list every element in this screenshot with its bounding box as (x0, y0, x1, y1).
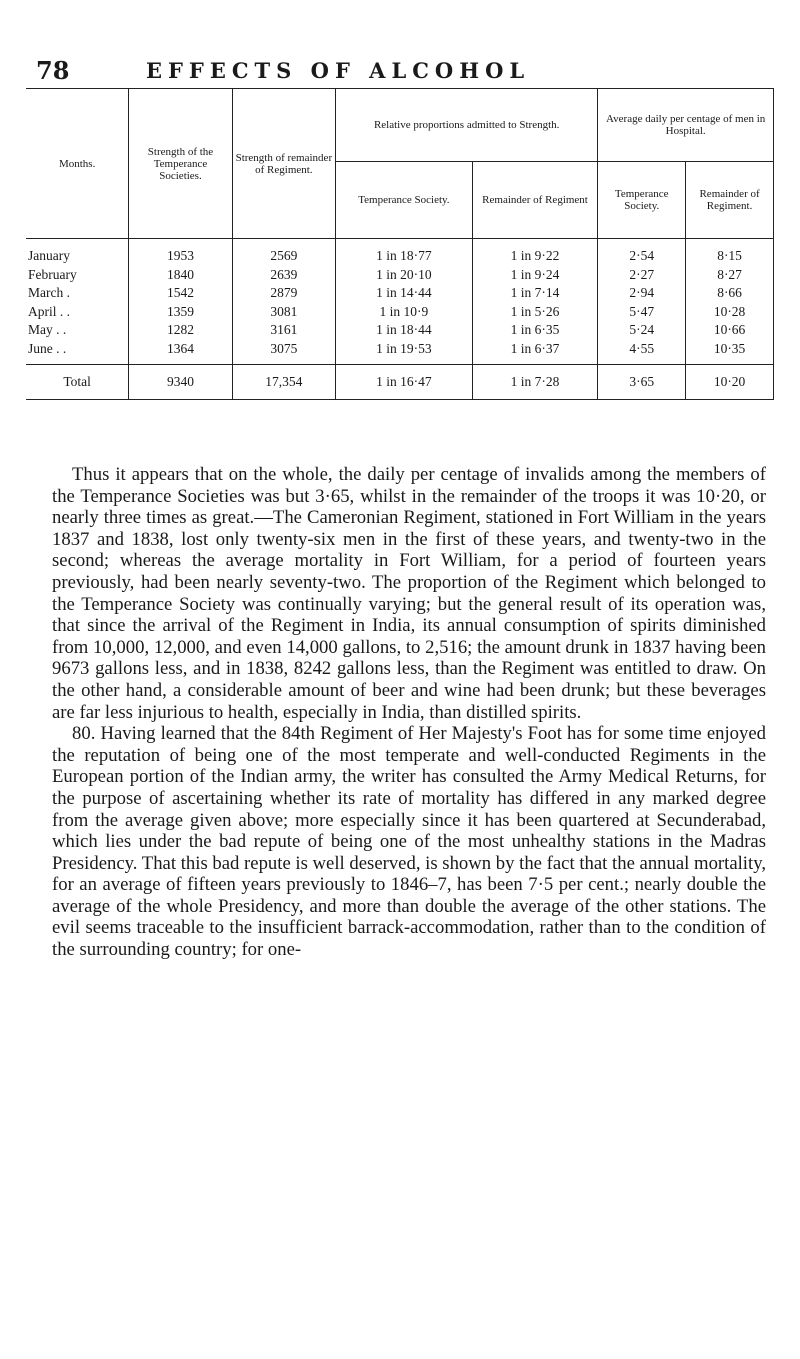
total-rem-prop: 1 in 7·28 (472, 365, 598, 400)
page-number: 78 (36, 56, 70, 85)
rem-avg-cell: 10·28 (686, 303, 774, 322)
temp-strength-cell: 1542 (129, 284, 232, 303)
col-header-remainder-regiment: Remainder of Regiment (472, 162, 598, 239)
month-cell: May . . (26, 321, 129, 340)
temp-prop-cell: 1 in 10·9 (336, 303, 473, 322)
month-cell: April . . (26, 303, 129, 322)
col-header-temperance-society: Temperance Society. (336, 162, 473, 239)
col-header-relative-proportions: Relative proportions admitted to Strength. (336, 89, 598, 162)
temp-avg-cell: 4·55 (598, 340, 686, 365)
rem-strength-cell: 2879 (232, 284, 335, 303)
rem-avg-cell: 10·66 (686, 321, 774, 340)
month-cell: March . (26, 284, 129, 303)
temp-strength-cell: 1953 (129, 239, 232, 266)
col-header-average-daily: Average daily per centage of men in Hospital. (598, 89, 774, 162)
total-row (26, 365, 774, 400)
temp-prop-cell: 1 in 14·44 (336, 284, 473, 303)
temp-prop-cell: 1 in 20·10 (336, 266, 473, 285)
table-row (26, 303, 774, 322)
temp-strength-cell: 1840 (129, 266, 232, 285)
month-cell: June . . (26, 340, 129, 365)
temp-avg-cell: 5·47 (598, 303, 686, 322)
temp-avg-cell: 2·94 (598, 284, 686, 303)
temp-prop-cell: 1 in 18·77 (336, 239, 473, 266)
paragraph-summary: Thus it appears that on the whole, the daily per centage of invalids among the members of the Temperance Societies was but 3·65, whilst in the remainder of the troops it was 10·20, or nearly three times as great.—The Cameronian Regiment, stationed in Fort William in the years 1837 and 1838, lost only twenty-six men in the first of these years, and twenty-two in the second; whereas the average mortality in Fort William, for a period of fourteen years previously, had been nearly seventy-two. The proportion of the Regiment which belonged to the Temperance Society was continually varying; but the general result of its operation was, that since the arrival of the Regiment in India, its annual consumption of spirits diminished from 10,000, 12,000, and even 14,000 gallons, to 2,516; the amount drunk in 1837 having been 9673 gallons less, and in 1838, 8242 gallons less, than the Regiment was entitled to draw. On the other hand, a considerable amount of beer and wine had been drunk; but these beverages are far less injurious to health, especially in India, than distilled spirits. (52, 464, 766, 723)
rem-prop-cell: 1 in 7·14 (472, 284, 598, 303)
temp-prop-cell: 1 in 19·53 (336, 340, 473, 365)
rem-prop-cell: 1 in 5·26 (472, 303, 598, 322)
col-header-months: Months. (26, 89, 129, 239)
temp-prop-cell: 1 in 18·44 (336, 321, 473, 340)
temp-avg-cell: 5·24 (598, 321, 686, 340)
rem-strength-cell: 2569 (232, 239, 335, 266)
temp-avg-cell: 2·27 (598, 266, 686, 285)
table-row (26, 239, 774, 266)
table-row (26, 284, 774, 303)
month-cell: February (26, 266, 129, 285)
paragraph-80: 80. Having learned that the 84th Regiment of Her Majesty's Foot has for some time enjoyed the reputation of being one of the most temperate and well-conducted Regiments in the European portion of the Indian army, the writer has consulted the Army Medical Returns, for the purpose of ascertaining whether its rate of mortality has differed in any marked degree from the average given above; more especially since it has been quartered at Secunderabad, which lies under the bad repute of being one of the most unhealthy stations in the Madras Presidency. That this bad repute is well deserved, is shown by the fact that the annual mortality, for an average of fifteen years previously to 1846–7, has been 7·5 per cent.; nearly double the average of the whole Presidency, and more than double the average of the other stations. The evil seems traceable to the insufficient barrack-accommodation, rather than to the condition of the surrounding country; for one- (52, 723, 766, 961)
rem-prop-cell: 1 in 6·35 (472, 321, 598, 340)
temp-strength-cell: 1364 (129, 340, 232, 365)
rem-strength-cell: 3075 (232, 340, 335, 365)
rem-prop-cell: 1 in 9·24 (472, 266, 598, 285)
total-temp-prop: 1 in 16·47 (336, 365, 473, 400)
body-text (52, 464, 766, 961)
rem-prop-cell: 1 in 9·22 (472, 239, 598, 266)
col-header-strength-temperance: Strength of the Temperance Societies. (129, 89, 232, 239)
rem-avg-cell: 10·35 (686, 340, 774, 365)
running-title: EFFECTS OF ALCOHOL (146, 58, 531, 83)
rem-avg-cell: 8·27 (686, 266, 774, 285)
temp-strength-cell: 1282 (129, 321, 232, 340)
total-temp-avg: 3·65 (598, 365, 686, 400)
page-header (36, 48, 776, 88)
temp-avg-cell: 2·54 (598, 239, 686, 266)
total-temp-strength: 9340 (129, 365, 232, 400)
table-row (26, 321, 774, 340)
col-header-temperance-avg: Temperance Society. (598, 162, 686, 239)
col-header-strength-remainder: Strength of remainder of Regiment. (232, 89, 335, 239)
total-label: Total (26, 365, 129, 400)
table-row (26, 266, 774, 285)
hospital-statistics-table (26, 88, 774, 400)
table-row (26, 340, 774, 365)
rem-strength-cell: 3161 (232, 321, 335, 340)
rem-strength-cell: 3081 (232, 303, 335, 322)
total-rem-avg: 10·20 (686, 365, 774, 400)
rem-avg-cell: 8·66 (686, 284, 774, 303)
temp-strength-cell: 1359 (129, 303, 232, 322)
total-rem-strength: 17,354 (232, 365, 335, 400)
rem-strength-cell: 2639 (232, 266, 335, 285)
col-header-remainder-avg: Remainder of Regiment. (686, 162, 774, 239)
month-cell: January (26, 239, 129, 266)
rem-avg-cell: 8·15 (686, 239, 774, 266)
rem-prop-cell: 1 in 6·37 (472, 340, 598, 365)
